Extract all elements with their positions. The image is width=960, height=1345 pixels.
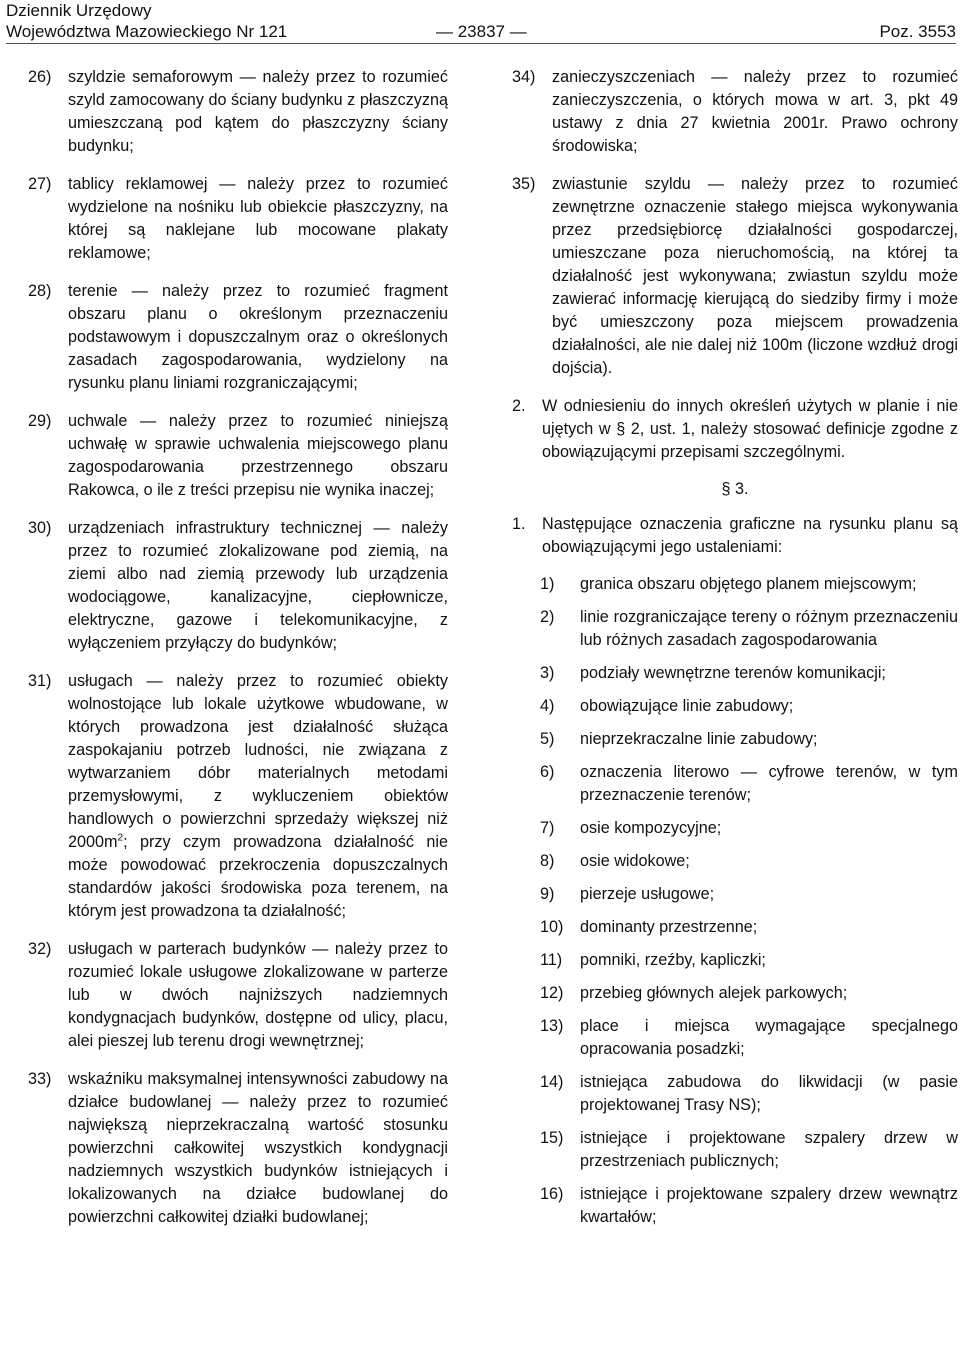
legend-item [512,982,958,1005]
header-divider [6,43,956,44]
item-number: 11) [540,951,563,969]
definition-item [28,66,448,158]
left-column [28,66,448,1244]
item-text: obowiązujące linie zabudowy; [580,697,794,715]
item-text: wskaźniku maksymalnej intensywności zabudowy na działce budowlanej — należy przez to rozumieć największą nieprzekraczalną wartość stosunku powierzchni całkowitej wszystkich kondygnacji nadziemnych wszystkich budynków istniejących i lokalizowanych na działce budowlanej do powierzchni całkowitej działki budowlanej; [68,1070,448,1226]
item-number: 9) [540,885,555,903]
item-text: zwiastunie szyldu — należy przez to rozumieć zewnętrzne oznaczenie stałego miejsca wykonywania przez przedsiębiorcę działalności gospodarczej, umieszczane poza nieruchomością, na której ta działalność jest wykonywana; zwiastun szyldu może zawierać informację kierującą do siedziby firmy i może być umieszczony poza miejscem prowadzenia działalności, ale nie dalej niż 100m (liczone wzdłuż drogi dojścia). [552,175,958,377]
legend-item [512,916,958,939]
right-column [512,66,958,1239]
item-text: uchwale — należy przez to rozumieć niniejszą uchwałę w sprawie uchwalenia miejscowego planu zagospodarowania przestrzennego obszaru Rakowca, o ile z treści przepisu nie wynika inaczej; [68,412,448,499]
section-heading: § 3. [721,480,749,498]
item-number: 2) [540,608,555,626]
item-text: istniejące i projektowane szpalery drzew w przestrzeniach publicznych; [580,1129,958,1170]
paragraph-number: 2. [512,397,526,415]
item-number: 1) [540,575,555,593]
item-number: 26) [28,68,52,86]
paragraph-1 [512,513,958,559]
legend-item [512,1183,958,1229]
item-number: 32) [28,940,52,958]
paragraph-2 [512,395,958,464]
item-text-after: ; przy czym prowadzona działalność nie może powodować przekroczenia dopuszczalnych standardów jakości środowiska poza terenem, na którym jest prowadzona ta działalność; [68,833,448,920]
item-text: place i miejsca wymagające specjalnego opracowania posadzki; [580,1017,958,1058]
item-text: linie rozgraniczające tereny o różnym przeznaczeniu lub różnych zasadach zagospodarowania [580,608,958,649]
item-text: granica obszaru objętego planem miejscowym; [580,575,917,593]
header-row [6,21,956,42]
item-text: istniejące i projektowane szpalery drzew wewnątrz kwartałów; [580,1185,958,1226]
item-number: 34) [512,68,536,86]
definition-item [28,670,448,923]
legend-item [512,1071,958,1117]
item-number: 3) [540,664,555,682]
legend-item [512,761,958,807]
legend-item [512,1127,958,1173]
journal-title: Dziennik Urzędowy [6,1,152,20]
legend-item [512,662,958,685]
item-number: 29) [28,412,52,430]
item-number: 27) [28,175,52,193]
legend-item [512,817,958,840]
paragraph-number: 1. [512,515,526,533]
legend-item [512,728,958,751]
definition-item [28,173,448,265]
item-number: 35) [512,175,536,193]
item-text: szyldzie semaforowym — należy przez to rozumieć szyld zamocowany do ściany budynku z płaszczyzną umieszczaną pod kątem do płaszczyzny ściany budynku; [68,68,448,155]
item-text: urządzeniach infrastruktury technicznej — należy przez to rozumieć zlokalizowane pod ziemią, na ziemi albo nad ziemią przewody lub urządzenia wodociągowe, kanalizacyjne, ciepłownicze, elektryczne, gazowe i telekomunikacyjne, z wyłączeniem przyłączy do budynków; [68,519,448,652]
item-text: tablicy reklamowej — należy przez to rozumieć wydzielone na nośniku lub obiekcie płaszczyzny, na której są naklejane lub mocowane plakaty reklamowe; [68,175,448,262]
item-text: dominanty przestrzenne; [580,918,758,936]
definition-item [28,938,448,1053]
item-text: osie widokowe; [580,852,690,870]
item-text: terenie — należy przez to rozumieć fragment obszaru planu o określonym przeznaczeniu podstawowym i dopuszczalnym oraz o określonych zasadach zagospodarowania, wydzielony na rysunku planu liniami rozgraniczającymi; [68,282,448,392]
definition-item [28,410,448,502]
item-number: 8) [540,852,555,870]
page-header [6,0,956,44]
item-number: 28) [28,282,52,300]
journal-issue: Województwa Mazowieckiego Nr 121 [6,22,288,41]
item-text: nieprzekraczalne linie zabudowy; [580,730,818,748]
position-number: Poz. 3553 [879,22,956,41]
legend-item [512,606,958,652]
item-number: 7) [540,819,555,837]
definition-item [28,517,448,655]
item-number: 31) [28,672,52,690]
item-text: zanieczyszczeniach — należy przez to rozumieć zanieczyszczenia, o których mowa w art. 3, pkt 49 ustawy z dnia 27 kwietnia 2001r. Prawo ochrony środowiska; [552,68,958,155]
item-number: 33) [28,1070,52,1088]
item-number: 30) [28,519,52,537]
item-number: 12) [540,984,564,1002]
item-number: 14) [540,1073,564,1091]
legend-item [512,850,958,873]
item-text: oznaczenia literowo — cyfrowe terenów, w tym przeznaczenie terenów; [580,763,958,804]
legend-item [512,695,958,718]
legend-item [512,573,958,596]
item-number: 4) [540,697,555,715]
paragraph-text: W odniesieniu do innych określeń użytych w planie i nie ujętych w § 2, ust. 1, należy stosować definicje zgodne z obowiązującymi przepisami szczególnymi. [542,397,958,461]
item-number: 10) [540,918,564,936]
item-text: usługach w parterach budynków — należy przez to rozumieć lokale usługowe zlokalizowane w parterze lub w dwóch najniższych nadziemnych kondygnacjach budynków, dostępne od ulicy, placu, alei pieszej lub terenu drogi wewnętrznej; [68,940,448,1050]
item-number: 13) [540,1017,564,1035]
legend-item [512,949,958,972]
item-number: 6) [540,763,555,781]
legend-item [512,1015,958,1061]
legend-item [512,883,958,906]
definition-item [512,173,958,380]
paragraph-text: Następujące oznaczenia graficzne na rysunku planu są obowiązującymi jego ustaleniami: [542,515,958,556]
item-text: pierzeje usługowe; [580,885,715,903]
page-number: — 23837 — [436,22,527,41]
item-text: osie kompozycyjne; [580,819,722,837]
item-text: istniejąca zabudowa do likwidacji (w pasie projektowanej Trasy NS); [580,1073,958,1114]
definition-item [28,1068,448,1229]
item-text-before: usługach — należy przez to rozumieć obiekty wolnostojące lub lokale użytkowe wbudowane, w których prowadzona jest działalność służąca zaspokajaniu potrzeb ludności, nie związana z wytwarzaniem dóbr materialnych metodami przemysłowymi, z wykluczeniem obiektów handlowych o powierzchni sprzedaży większej niż 2000m [68,672,448,851]
definition-item [512,66,958,158]
item-number: 5) [540,730,555,748]
superscript: 2 [117,832,124,844]
item-text: pomniki, rzeźby, kapliczki; [580,951,766,969]
definition-item [28,280,448,395]
item-text: przebieg głównych alejek parkowych; [580,984,848,1002]
item-number: 16) [540,1185,564,1203]
item-number: 15) [540,1129,564,1147]
item-text: podziały wewnętrzne terenów komunikacji; [580,664,886,682]
